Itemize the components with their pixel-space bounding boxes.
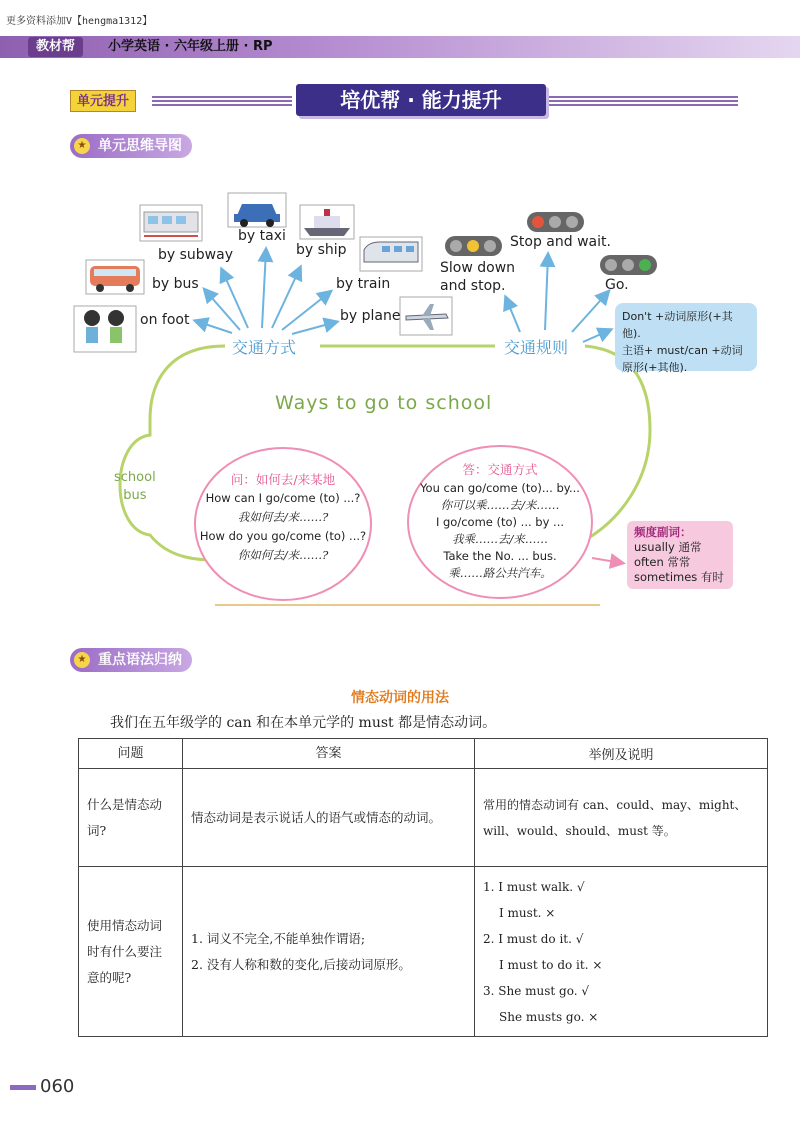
rule-line: 原形(+其他). xyxy=(622,361,688,374)
train-icon xyxy=(360,237,422,271)
subway-icon xyxy=(140,205,202,241)
mode-by-ship: by ship xyxy=(296,242,347,258)
answer-point: 2. 没有人称和数的变化,后接动词原形。 xyxy=(191,956,411,972)
table-cell: 常用的情态动词有 can、could、may、might、will、would、should、must 等。 xyxy=(475,769,768,867)
section-heading-text: 单元思维导图 xyxy=(98,138,182,154)
arrow xyxy=(282,292,330,330)
answer-bubble-title: 答：交通方式 xyxy=(462,462,538,477)
star-icon: ★ xyxy=(74,652,90,668)
page-number-bar xyxy=(10,1085,36,1090)
example-line: I must. × xyxy=(499,905,556,920)
section-heading-text: 重点语法归纳 xyxy=(98,652,182,668)
example-line: 1. I must walk. √ xyxy=(483,879,585,894)
frequency-item: usually 通常 xyxy=(634,540,702,554)
answer-line-cn: 乘……路公共汽车。 xyxy=(448,566,552,580)
walking-people-icon xyxy=(74,306,136,352)
watermark-text: 更多资料添加V【hengma1312】 xyxy=(6,16,153,27)
arrow xyxy=(545,255,548,330)
page-banner: 培优帮 · 能力提升 xyxy=(296,84,546,116)
bus-icon xyxy=(86,260,144,294)
grammar-title: 情态动词的用法 xyxy=(351,690,449,706)
divider xyxy=(548,96,738,106)
star-icon: ★ xyxy=(74,138,90,154)
example-line: I must to do it. × xyxy=(499,957,603,972)
answer-point: 1. 词义不完全,不能单独作谓语; xyxy=(191,930,366,946)
mode-by-subway: by subway xyxy=(158,247,233,263)
answer-line: I go/come (to) ... by ... xyxy=(435,515,565,529)
frequency-item: sometimes 有时 xyxy=(634,570,724,584)
frequency-adverbs-box xyxy=(627,521,733,589)
rule-go: Go. xyxy=(605,277,629,293)
table-cell: 什么是情态动词? xyxy=(79,769,183,867)
plane-icon xyxy=(400,297,452,335)
imperative-rule-box xyxy=(615,303,757,374)
rule-line: 主语+ must/can +动词 xyxy=(622,344,743,357)
unit-tag: 单元提升 xyxy=(70,90,136,112)
answer-line-cn: 你可以乘……去/来…… xyxy=(440,498,560,512)
book-tag: 教材帮 xyxy=(28,37,83,57)
arrow xyxy=(583,330,610,342)
table-header: 答案 xyxy=(183,739,475,769)
table-header: 问题 xyxy=(79,739,183,769)
arrow xyxy=(292,322,336,334)
table-cell: 情态动词是表示说话人的语气或情态的动词。 xyxy=(183,769,475,867)
table-header-row xyxy=(79,739,768,769)
page-number: 060 xyxy=(40,1076,75,1097)
arrow xyxy=(262,250,266,328)
mode-on-foot: on foot xyxy=(140,312,190,328)
traffic-light-go-icon xyxy=(600,255,657,275)
traffic-light-slow-icon xyxy=(445,236,502,256)
answer-bubble xyxy=(410,460,590,581)
question-line-cn: 我如何去/来……? xyxy=(237,510,329,524)
arrow xyxy=(592,558,622,563)
grammar-intro: 我们在五年级学的 can 和在本单元学的 must 都是情态动词。 xyxy=(110,715,497,731)
table-cell: 使用情态动词时有什么要注意的呢? xyxy=(79,867,183,1037)
section-heading-grammar xyxy=(70,648,192,672)
hub-transport-modes: 交通方式 xyxy=(232,338,297,357)
mode-by-plane: by plane xyxy=(340,308,401,324)
example-line: 2. I must do it. √ xyxy=(483,931,584,946)
table-row xyxy=(79,769,768,867)
question-bubble-title: 问：如何去/来某地 xyxy=(230,472,336,487)
table-header: 举例及说明 xyxy=(475,739,768,769)
mindmap-center-title: Ways to go to school xyxy=(275,392,493,414)
question-bubble xyxy=(196,470,370,563)
school-bus-label: school bus xyxy=(114,470,156,503)
rule-line: Don't +动词原形(+其他). xyxy=(622,310,733,340)
example-line: 3. She must go. √ xyxy=(483,983,590,998)
traffic-light-stop-icon xyxy=(527,212,584,232)
answer-line: Take the No. ... bus. xyxy=(443,549,557,563)
frequency-title: 频度副词： xyxy=(634,525,692,539)
question-line: How can I go/come (to) ...? xyxy=(205,491,361,505)
question-line: How do you go/come (to) ...? xyxy=(199,529,367,543)
arrow xyxy=(572,292,608,332)
mode-by-taxi: by taxi xyxy=(238,228,286,244)
answer-line: You can go/come (to)... by... xyxy=(420,481,580,495)
section-heading-mindmap xyxy=(70,134,192,158)
hub-traffic-rules: 交通规则 xyxy=(504,338,569,357)
mode-by-bus: by bus xyxy=(152,276,199,292)
question-line-cn: 你如何去/来……? xyxy=(237,548,329,562)
answer-line-cn: 我乘……去/来…… xyxy=(452,532,548,546)
arrow xyxy=(196,321,232,333)
taxi-icon xyxy=(228,193,286,227)
table-cell xyxy=(183,867,475,1037)
rule-slow-down: Slow down and stop. xyxy=(440,260,516,294)
table-row xyxy=(79,867,768,1037)
arrow xyxy=(506,298,520,332)
book-title: 小学英语 · 六年级上册 · RP xyxy=(108,39,273,54)
mode-by-train: by train xyxy=(336,276,391,292)
arrow xyxy=(222,270,248,328)
divider xyxy=(152,96,292,106)
rule-stop-wait: Stop and wait. xyxy=(510,234,611,250)
ship-icon xyxy=(300,205,354,239)
frequency-item: often 常常 xyxy=(634,555,691,569)
table-cell xyxy=(475,867,768,1037)
grammar-table xyxy=(78,738,768,1037)
example-line: She musts go. × xyxy=(499,1009,599,1024)
